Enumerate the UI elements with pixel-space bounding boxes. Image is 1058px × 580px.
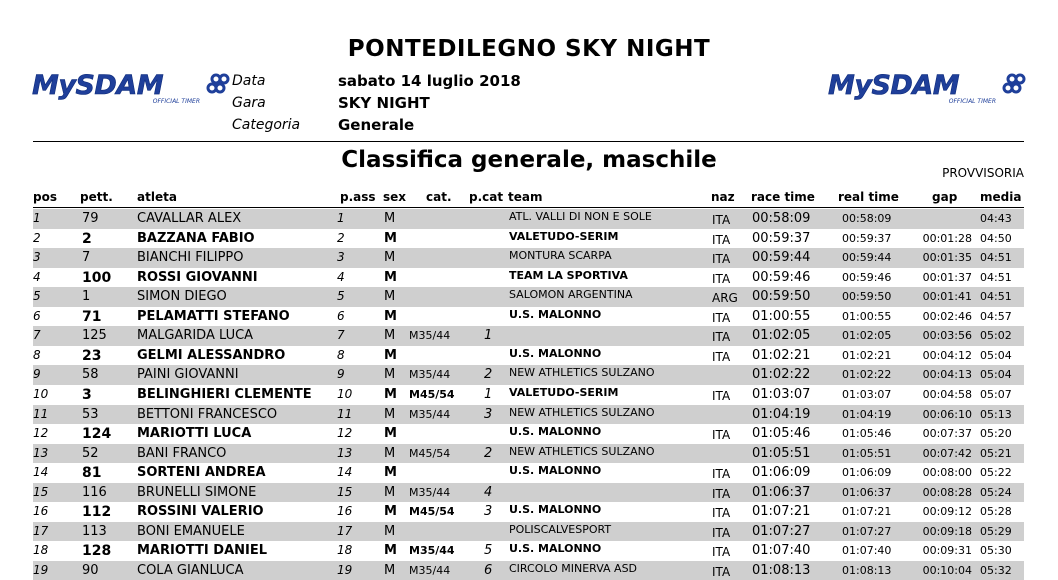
cell-team: NEW ATHLETICS SULZANO bbox=[509, 405, 655, 419]
cell-race-time: 01:06:37 bbox=[752, 484, 811, 500]
col-header-gap: gap bbox=[932, 190, 958, 204]
cell-pos: 16 bbox=[33, 504, 49, 519]
col-header-sex: sex bbox=[383, 190, 407, 204]
cell-sex: M bbox=[384, 230, 397, 246]
cell-team: U.S. MALONNO bbox=[509, 464, 602, 478]
cell-pett: 3 bbox=[82, 386, 92, 403]
table-row bbox=[33, 229, 1024, 249]
cell-pass: 8 bbox=[337, 347, 345, 362]
cell-sex: M bbox=[384, 386, 397, 402]
cell-race-time: 01:00:55 bbox=[752, 308, 811, 324]
cell-real-time: 01:08:13 bbox=[842, 563, 892, 577]
cell-media: 04:57 bbox=[980, 309, 1012, 323]
table-row bbox=[33, 405, 1024, 425]
table-row bbox=[33, 365, 1024, 385]
col-header-atleta: atleta bbox=[137, 190, 177, 204]
cell-gap: 00:04:58 bbox=[922, 387, 972, 401]
cell-naz: ITA bbox=[712, 467, 731, 482]
cell-real-time: 01:07:21 bbox=[842, 505, 892, 519]
col-header-pass: p.ass bbox=[340, 190, 376, 204]
table-row bbox=[33, 287, 1024, 307]
cell-naz: ITA bbox=[712, 486, 731, 501]
cell-sex: M bbox=[384, 308, 397, 324]
cell-team: POLISCALVESPORT bbox=[509, 522, 612, 536]
cell-race-time: 01:02:22 bbox=[752, 367, 811, 383]
cell-pass: 4 bbox=[337, 269, 345, 284]
cell-media: 05:30 bbox=[980, 544, 1012, 558]
cell-naz: ITA bbox=[712, 213, 731, 227]
cell-sex: M bbox=[384, 250, 396, 266]
cell-race-time: 00:59:37 bbox=[752, 230, 811, 246]
cell-media: 05:04 bbox=[980, 348, 1012, 362]
cell-atleta: BIANCHI FILIPPO bbox=[137, 250, 244, 266]
cell-team: U.S. MALONNO bbox=[509, 346, 602, 360]
logo-loops-icon bbox=[208, 75, 228, 92]
cell-gap: 00:01:28 bbox=[922, 231, 972, 245]
cell-pcat: 3 bbox=[484, 406, 493, 422]
cell-pett: 81 bbox=[82, 465, 102, 482]
meta-label-gara: Gara bbox=[232, 95, 266, 111]
cell-gap: 00:04:12 bbox=[922, 348, 972, 362]
cell-pass: 5 bbox=[337, 289, 345, 304]
cell-naz: ITA bbox=[712, 428, 731, 443]
cell-pos: 14 bbox=[33, 465, 49, 480]
cell-race-time: 01:02:21 bbox=[752, 347, 811, 363]
cell-pos: 9 bbox=[33, 367, 41, 382]
cell-pos: 1 bbox=[33, 211, 41, 225]
cell-gap: 00:08:00 bbox=[922, 466, 972, 480]
cell-naz: ITA bbox=[712, 252, 731, 267]
cell-media: 04:50 bbox=[980, 231, 1012, 245]
cell-team: VALETUDO-SERIM bbox=[509, 385, 619, 399]
cell-race-time: 01:07:40 bbox=[752, 543, 811, 559]
cell-pass: 12 bbox=[337, 426, 353, 441]
cell-pos: 10 bbox=[33, 386, 49, 401]
cell-naz: ITA bbox=[712, 545, 731, 560]
logo-subtext: OFFICIAL TIMER bbox=[948, 98, 996, 105]
table-row bbox=[33, 483, 1024, 503]
cell-race-time: 01:05:46 bbox=[752, 426, 811, 442]
cell-pass: 10 bbox=[337, 386, 353, 401]
cell-real-time: 00:59:46 bbox=[842, 270, 892, 284]
cell-atleta: ROSSI GIOVANNI bbox=[137, 269, 258, 285]
table-row bbox=[33, 444, 1024, 464]
cell-media: 04:43 bbox=[980, 212, 1012, 225]
mysdam-logo-right bbox=[828, 70, 1028, 106]
cell-pos: 8 bbox=[33, 347, 41, 362]
cell-atleta: MALGARIDA LUCA bbox=[137, 328, 254, 344]
cell-media: 05:22 bbox=[980, 466, 1012, 480]
cell-sex: M bbox=[384, 289, 396, 305]
cell-pett: 7 bbox=[82, 250, 91, 266]
cell-race-time: 01:03:07 bbox=[752, 386, 811, 402]
cell-gap: 00:02:46 bbox=[922, 309, 972, 323]
cell-pos: 5 bbox=[33, 289, 41, 304]
col-header-race-time: race time bbox=[751, 190, 815, 204]
cell-media: 05:07 bbox=[980, 387, 1012, 401]
cell-race-time: 01:08:13 bbox=[752, 562, 811, 578]
cell-race-time: 01:05:51 bbox=[752, 445, 811, 461]
cell-real-time: 01:06:37 bbox=[842, 485, 892, 499]
cell-race-time: 00:59:46 bbox=[752, 269, 811, 285]
table-row bbox=[33, 424, 1024, 444]
cell-pass: 7 bbox=[337, 328, 345, 343]
cell-sex: M bbox=[384, 504, 397, 520]
cell-gap: 00:03:56 bbox=[922, 329, 972, 343]
col-header-pos: pos bbox=[33, 190, 57, 204]
cell-pos: 12 bbox=[33, 426, 49, 441]
cell-sex: M bbox=[384, 347, 397, 363]
cell-pos: 3 bbox=[33, 250, 41, 265]
cell-media: 05:32 bbox=[980, 563, 1012, 577]
cell-media: 04:51 bbox=[980, 270, 1012, 284]
table-row bbox=[33, 463, 1024, 483]
cell-media: 05:28 bbox=[980, 505, 1012, 519]
table-row bbox=[33, 385, 1024, 405]
cell-naz: ITA bbox=[712, 349, 731, 364]
cell-gap: 00:09:31 bbox=[922, 544, 972, 558]
cell-real-time: 00:59:44 bbox=[842, 251, 892, 265]
table-row bbox=[33, 541, 1024, 561]
cell-pcat: 6 bbox=[484, 562, 493, 578]
cell-naz: ITA bbox=[712, 388, 731, 403]
cell-pos: 7 bbox=[33, 328, 41, 343]
table-row bbox=[33, 502, 1024, 522]
cell-real-time: 01:07:27 bbox=[842, 524, 892, 538]
cell-pett: 116 bbox=[82, 484, 107, 500]
table-row bbox=[33, 209, 1024, 229]
cell-pett: 128 bbox=[82, 543, 112, 560]
cell-naz: ITA bbox=[712, 525, 731, 540]
cell-pass: 14 bbox=[337, 465, 353, 480]
cell-media: 05:02 bbox=[980, 329, 1012, 343]
col-header-team: team bbox=[508, 190, 543, 204]
cell-pos: 15 bbox=[33, 484, 49, 499]
cell-team: VALETUDO-SERIM bbox=[509, 229, 619, 243]
status-label: PROVVISORIA bbox=[942, 166, 1024, 180]
cell-naz: ARG bbox=[712, 291, 738, 306]
cell-atleta: SORTENI ANDREA bbox=[137, 465, 266, 481]
cell-pos: 18 bbox=[33, 543, 49, 558]
cell-atleta: BELINGHIERI CLEMENTE bbox=[137, 386, 312, 402]
meta-value-gara: SKY NIGHT bbox=[338, 94, 430, 112]
cell-pett: 79 bbox=[82, 211, 99, 226]
table-header-divider bbox=[33, 207, 1024, 208]
cell-team: ATL. VALLI DI NON E SOLE bbox=[509, 210, 652, 223]
cell-cat: M45/54 bbox=[409, 446, 451, 460]
cell-pos: 2 bbox=[33, 230, 41, 245]
cell-pett: 2 bbox=[82, 230, 92, 247]
cell-pett: 1 bbox=[82, 289, 91, 305]
cell-team: U.S. MALONNO bbox=[509, 425, 602, 439]
cell-gap: 00:01:35 bbox=[922, 251, 972, 265]
cell-gap: 00:07:42 bbox=[922, 446, 972, 460]
cell-real-time: 01:02:22 bbox=[842, 368, 892, 382]
cell-atleta: BAZZANA FABIO bbox=[137, 230, 255, 246]
cell-pcat: 1 bbox=[484, 386, 493, 402]
cell-pcat: 5 bbox=[484, 543, 493, 559]
cell-media: 05:20 bbox=[980, 427, 1012, 441]
cell-real-time: 00:58:09 bbox=[842, 212, 892, 225]
cell-team: U.S. MALONNO bbox=[509, 542, 602, 556]
cell-media: 05:21 bbox=[980, 446, 1012, 460]
cell-cat: M45/54 bbox=[409, 505, 455, 519]
cell-real-time: 01:03:07 bbox=[842, 387, 892, 401]
cell-naz: ITA bbox=[712, 271, 731, 286]
cell-gap: 00:06:10 bbox=[922, 407, 972, 421]
logo-text: MySDAM bbox=[828, 70, 960, 101]
cell-pass: 2 bbox=[337, 230, 345, 245]
cell-gap: 00:01:37 bbox=[922, 270, 972, 284]
cell-team: NEW ATHLETICS SULZANO bbox=[509, 444, 655, 458]
cell-race-time: 01:07:27 bbox=[752, 523, 811, 539]
cell-team: TEAM LA SPORTIVA bbox=[509, 268, 628, 282]
cell-atleta: GELMI ALESSANDRO bbox=[137, 347, 286, 363]
col-header-naz: naz bbox=[711, 190, 735, 204]
meta-label-categoria: Categoria bbox=[232, 117, 301, 133]
logo-loops-icon bbox=[1004, 75, 1024, 92]
logo-subtext: OFFICIAL TIMER bbox=[152, 98, 200, 105]
cell-gap: 00:01:41 bbox=[922, 290, 972, 304]
meta-label-data: Data bbox=[232, 73, 266, 89]
cell-pett: 23 bbox=[82, 347, 102, 364]
cell-team: CIRCOLO MINERVA ASD bbox=[509, 561, 638, 575]
cell-gap: 00:08:28 bbox=[922, 485, 972, 499]
cell-pass: 11 bbox=[337, 406, 353, 421]
cell-team: MONTURA SCARPA bbox=[509, 249, 612, 263]
cell-pett: 53 bbox=[82, 406, 99, 422]
cell-atleta: BANI FRANCO bbox=[137, 445, 227, 461]
cell-cat: M45/54 bbox=[409, 387, 455, 401]
table-row bbox=[33, 522, 1024, 542]
cell-race-time: 00:59:44 bbox=[752, 250, 811, 266]
cell-pass: 19 bbox=[337, 562, 353, 577]
cell-cat: M35/44 bbox=[409, 329, 451, 343]
cell-pass: 13 bbox=[337, 445, 353, 460]
cell-race-time: 00:58:09 bbox=[752, 211, 811, 226]
cell-pcat: 3 bbox=[484, 504, 493, 520]
cell-race-time: 01:06:09 bbox=[752, 465, 811, 481]
cell-atleta: PELAMATTI STEFANO bbox=[137, 308, 290, 324]
cell-naz: ITA bbox=[712, 564, 731, 579]
cell-naz: ITA bbox=[712, 330, 731, 345]
table-row bbox=[33, 346, 1024, 366]
cell-media: 05:13 bbox=[980, 407, 1012, 421]
cell-pos: 19 bbox=[33, 562, 49, 577]
cell-media: 05:04 bbox=[980, 368, 1012, 382]
cell-atleta: CAVALLAR ALEX bbox=[137, 211, 242, 226]
table-row bbox=[33, 268, 1024, 288]
cell-pass: 17 bbox=[337, 523, 353, 538]
cell-pass: 15 bbox=[337, 484, 353, 499]
col-header-pcat: p.cat bbox=[469, 190, 504, 204]
cell-atleta: PAINI GIOVANNI bbox=[137, 367, 239, 383]
header-divider bbox=[33, 141, 1024, 142]
cell-atleta: COLA GIANLUCA bbox=[137, 562, 244, 578]
cell-pcat: 2 bbox=[484, 367, 493, 383]
cell-media: 05:24 bbox=[980, 485, 1012, 499]
cell-pett: 71 bbox=[82, 308, 102, 325]
cell-media: 05:29 bbox=[980, 524, 1012, 538]
cell-pass: 16 bbox=[337, 504, 353, 519]
cell-pass: 6 bbox=[337, 308, 345, 323]
cell-pass: 9 bbox=[337, 367, 345, 382]
cell-sex: M bbox=[384, 328, 396, 344]
cell-race-time: 01:07:21 bbox=[752, 504, 811, 520]
col-header-pett: pett. bbox=[80, 190, 113, 204]
cell-pett: 125 bbox=[82, 328, 107, 344]
cell-sex: M bbox=[384, 543, 397, 559]
cell-gap: 00:09:12 bbox=[922, 505, 972, 519]
cell-atleta: SIMON DIEGO bbox=[137, 289, 227, 305]
cell-atleta: MARIOTTI LUCA bbox=[137, 426, 252, 442]
col-header-media: media bbox=[980, 190, 1022, 204]
cell-pos: 17 bbox=[33, 523, 49, 538]
cell-pass: 3 bbox=[337, 250, 345, 265]
mysdam-logo-left bbox=[32, 70, 232, 106]
cell-sex: M bbox=[384, 445, 396, 461]
cell-sex: M bbox=[384, 211, 396, 226]
cell-race-time: 01:02:05 bbox=[752, 328, 811, 344]
cell-pett: 124 bbox=[82, 426, 112, 443]
cell-sex: M bbox=[384, 426, 397, 442]
cell-pett: 90 bbox=[82, 562, 99, 578]
cell-team: U.S. MALONNO bbox=[509, 307, 602, 321]
table-row bbox=[33, 248, 1024, 268]
cell-pett: 52 bbox=[82, 445, 99, 461]
page-title: PONTEDILEGNO SKY NIGHT bbox=[347, 36, 711, 62]
cell-naz: ITA bbox=[712, 310, 731, 325]
cell-pos: 11 bbox=[33, 406, 49, 421]
cell-atleta: BONI EMANUELE bbox=[137, 523, 245, 539]
cell-atleta: ROSSINI VALERIO bbox=[137, 504, 264, 520]
cell-race-time: 00:59:50 bbox=[752, 289, 811, 305]
cell-gap: 00:04:13 bbox=[922, 368, 972, 382]
cell-team: NEW ATHLETICS SULZANO bbox=[509, 366, 655, 380]
cell-real-time: 01:07:40 bbox=[842, 544, 892, 558]
cell-pos: 13 bbox=[33, 445, 49, 460]
cell-cat: M35/44 bbox=[409, 485, 451, 499]
cell-gap: 00:09:18 bbox=[922, 524, 972, 538]
cell-cat: M35/44 bbox=[409, 407, 451, 421]
cell-sex: M bbox=[384, 406, 396, 422]
cell-real-time: 01:00:55 bbox=[842, 309, 892, 323]
cell-pcat: 1 bbox=[484, 328, 493, 344]
cell-real-time: 01:06:09 bbox=[842, 466, 892, 480]
cell-pett: 58 bbox=[82, 367, 99, 383]
cell-real-time: 01:05:46 bbox=[842, 427, 892, 441]
cell-pass: 1 bbox=[337, 211, 345, 225]
cell-sex: M bbox=[384, 367, 396, 383]
cell-sex: M bbox=[384, 465, 397, 481]
cell-pos: 4 bbox=[33, 269, 41, 284]
cell-real-time: 01:04:19 bbox=[842, 407, 892, 421]
cell-pett: 112 bbox=[82, 504, 112, 521]
cell-sex: M bbox=[384, 523, 396, 539]
ranking-heading: Classifica generale, maschile bbox=[341, 147, 717, 173]
cell-pcat: 2 bbox=[484, 445, 493, 461]
cell-pcat: 4 bbox=[484, 484, 493, 500]
cell-atleta: MARIOTTI DANIEL bbox=[137, 543, 268, 559]
cell-pass: 18 bbox=[337, 543, 353, 558]
cell-real-time: 01:02:21 bbox=[842, 348, 892, 362]
cell-media: 04:51 bbox=[980, 290, 1012, 304]
cell-pett: 100 bbox=[82, 269, 112, 286]
cell-race-time: 01:04:19 bbox=[752, 406, 811, 422]
col-header-real-time: real time bbox=[838, 190, 899, 204]
cell-gap: 00:07:37 bbox=[922, 427, 972, 441]
cell-pett: 113 bbox=[82, 523, 107, 539]
table-row bbox=[33, 326, 1024, 346]
cell-naz: ITA bbox=[712, 506, 731, 521]
meta-value-categoria: Generale bbox=[338, 116, 415, 134]
cell-cat: M35/44 bbox=[409, 544, 455, 558]
cell-atleta: BRUNELLI SIMONE bbox=[137, 484, 257, 500]
cell-media: 04:51 bbox=[980, 251, 1012, 265]
cell-cat: M35/44 bbox=[409, 368, 451, 382]
cell-pos: 6 bbox=[33, 308, 41, 323]
col-header-cat: cat. bbox=[426, 190, 452, 204]
table-row bbox=[33, 307, 1024, 327]
cell-real-time: 00:59:37 bbox=[842, 231, 892, 245]
cell-sex: M bbox=[384, 269, 397, 285]
cell-sex: M bbox=[384, 484, 396, 500]
cell-sex: M bbox=[384, 562, 396, 578]
logo-text: MySDAM bbox=[32, 70, 164, 101]
table-row bbox=[33, 561, 1024, 580]
cell-team: SALOMON ARGENTINA bbox=[509, 288, 633, 302]
cell-real-time: 01:02:05 bbox=[842, 329, 892, 343]
cell-naz: ITA bbox=[712, 232, 731, 247]
cell-atleta: BETTONI FRANCESCO bbox=[137, 406, 278, 422]
cell-cat: M35/44 bbox=[409, 563, 451, 577]
cell-real-time: 00:59:50 bbox=[842, 290, 892, 304]
cell-gap: 00:10:04 bbox=[922, 563, 972, 577]
cell-real-time: 01:05:51 bbox=[842, 446, 892, 460]
meta-value-data: sabato 14 luglio 2018 bbox=[338, 72, 521, 90]
cell-team: U.S. MALONNO bbox=[509, 503, 602, 517]
